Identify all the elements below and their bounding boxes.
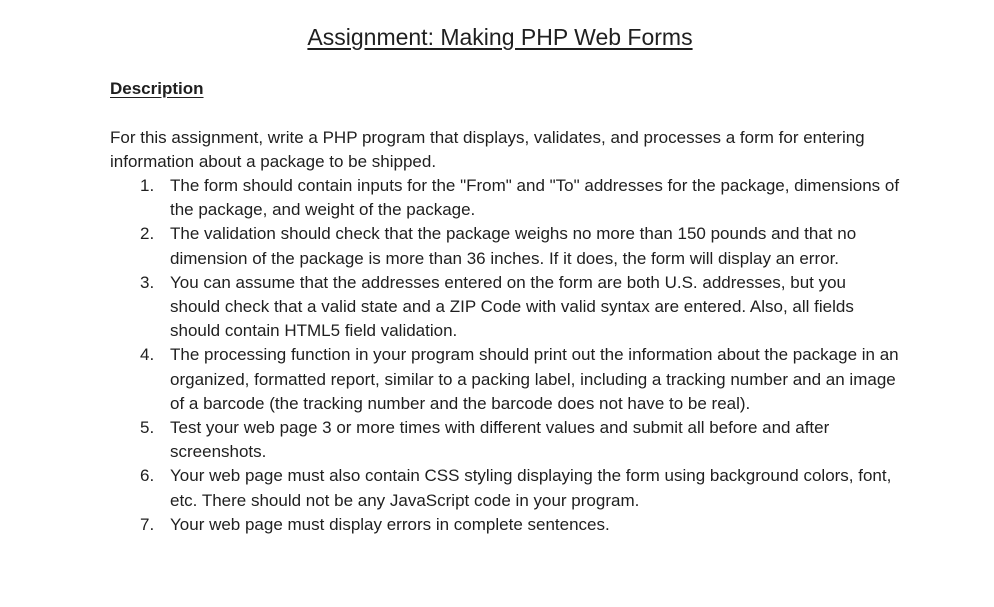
requirement-number: 7. [140,514,155,534]
intro-paragraph: For this assignment, write a PHP program that displays, validates, and processes a form for entering information about a package to be shipped. [110,128,865,171]
requirement-item-6 [110,464,900,512]
requirement-item-1 [110,174,900,222]
requirement-text: Your web page must also contain CSS styling displaying the form using background colors, font, etc. There should not be any JavaScript code in your program. [170,466,892,510]
requirement-text: Test your web page 3 or more times with different values and submit all before and after screenshots. [170,418,830,462]
section-heading-description: Description [110,79,204,98]
document-title: Assignment: Making PHP Web Forms [307,24,693,50]
requirement-item-2 [110,222,900,270]
requirement-number: 2. [140,224,155,244]
requirement-item-7 [110,513,900,537]
requirement-number: 6. [140,466,155,486]
requirement-item-3 [110,271,900,344]
requirement-text: The form should contain inputs for the "From" and "To" addresses for the package, dimensions of the package, and weight of the package. [170,176,900,220]
requirement-text: The validation should check that the package weighs no more than 150 pounds and that no dimension of the package is more than 36 inches. If it does, the form will display an error. [170,224,857,268]
requirement-text: Your web page must display errors in complete sentences. [170,514,610,534]
requirement-text: You can assume that the addresses entered on the form are both U.S. addresses, but you should check that a valid state and a ZIP Code with valid syntax are entered. Also, all fields should contain HTML5 field validation. [170,272,854,341]
requirement-number: 4. [140,345,155,365]
requirement-item-4 [110,343,900,416]
requirement-number: 5. [140,418,155,438]
requirement-item-5 [110,416,900,464]
requirement-number: 3. [140,272,155,292]
requirement-text: The processing function in your program should print out the information about the package in an organized, formatted report, similar to a packing label, including a tracking number and an image of a barcode (the tracking number and the barcode does not have to be real). [170,345,899,413]
requirements-list [110,174,900,537]
requirement-number: 1. [140,176,155,195]
